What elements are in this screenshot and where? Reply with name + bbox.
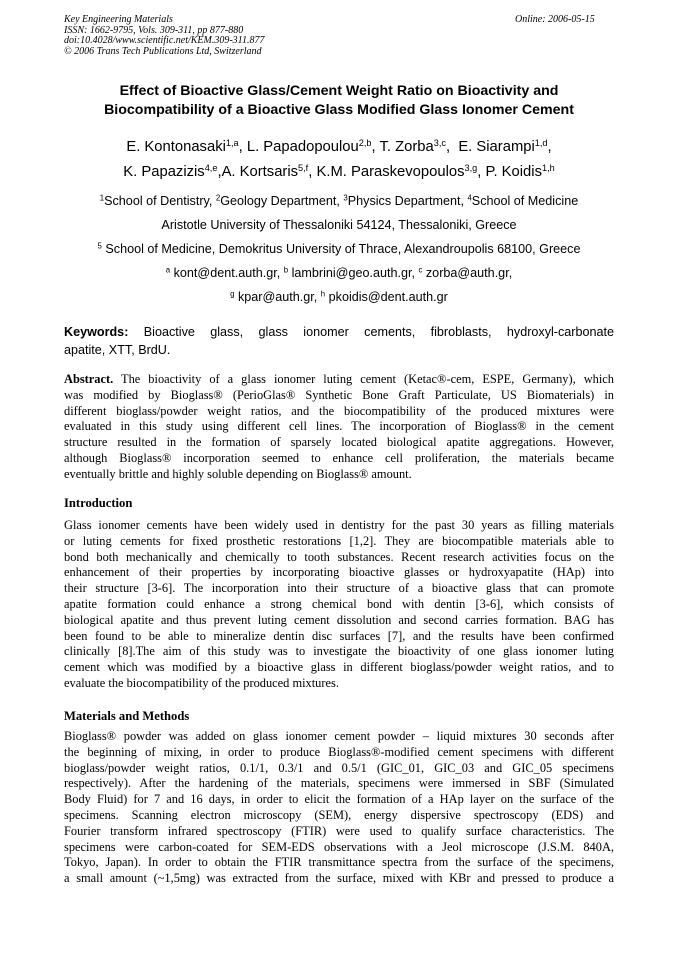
email-link[interactable]: lambrini@geo.auth.gr,: [288, 266, 419, 280]
abstract-line: Abstract. The bioactivity of a glass ionomer luting cement (Ketac®-cem, ESPE, Germany), which: [64, 372, 614, 386]
paragraph-line: specimens were carbon-coated for SEM-EDS observations with a Jeol microscope (J.S.M. 840A,: [64, 839, 614, 854]
issn-line: ISSN: 1662-9795, Vols. 309-311, pp 877-880: [64, 24, 244, 36]
author-name: K. Papazizis: [123, 164, 205, 180]
introduction-heading: Introduction: [64, 496, 133, 510]
abstract-line: different bioglass/powder weight ratios, and the biocompatibility of the produced mixtures were: [64, 403, 614, 418]
paragraph-line: enhancement of their properties by incorporating bioactive glasses or hydroxyapatite (HAp) into: [64, 565, 614, 580]
paragraph-line: specimens. Scanning electron microscopy (SEM), energy dispersive spectroscopy (EDS) and: [64, 807, 614, 822]
author-sup: 5,f: [298, 162, 309, 173]
title-line-1: Effect of Bioactive Glass/Cement Weight Ratio on Bioactivity and: [119, 83, 559, 99]
email-link[interactable]: pkoidis@dent.auth.gr: [325, 290, 448, 304]
email-link[interactable]: kpar@auth.gr,: [234, 290, 321, 304]
author-sup: 1,a: [225, 137, 239, 148]
paragraph-line: Tokyo, Japan). In order to obtain the FTIR transmittance spectra from the surface of the specimens,: [64, 855, 614, 870]
paragraph-line: a small amount (~1,5mg) was extracted from the surface, mixed with KBr and pressed to produce a: [64, 871, 614, 886]
publication-info: [64, 15, 264, 57]
abstract-section: [64, 372, 614, 483]
paragraph-line: Glass ionomer cements have been widely used in dentistry for the past 30 years as filling materials: [64, 518, 614, 532]
email-link[interactable]: zorba@auth.gr,: [422, 266, 513, 280]
author-sup: 2,b: [358, 137, 372, 148]
doi-line: doi:10.4028/www.scientific.net/KEM.309-311.877: [64, 35, 265, 47]
paragraph-line: Fourier transform infrared spectroscopy (FTIR) were used to qualify surface characteristics. The: [64, 823, 614, 838]
paragraph-line: bond both mechanically and chemically to tooth substances. Recent research activities focus on the: [64, 549, 614, 564]
paragraph-line: cement which was modified by a bioactive glass in different bioglass/powder weight ratios, and to: [64, 660, 614, 675]
abstract-line: evaluated in this study using different cell lines. The incorporation of Bioglass® in the cement: [64, 419, 614, 434]
affiliation-line-1: $^1$School of Dentistry, $^2$Geology Department, $^3$Physics Department, $^4$School of Medicine: [99, 193, 579, 208]
paragraph-line: been found to be able to mineralize dentin disc surfaces [7], and the results have been confirmed: [64, 628, 614, 643]
paragraph-line: Body Fluid) for 7 and 16 days, in order to elicit the formation of a HAp layer on the surface of the: [64, 792, 614, 807]
author-sup: 1,d: [534, 137, 548, 148]
author-line-2: K. Papazizis$^{4,e}$,A. Kortsaris$^{5,f}$, K.M. Paraskevopoulos$^{3,g}$, P. Koidis$^{1,h}$: [123, 162, 555, 180]
paragraph-line: the beginning of mixing, in order to produce Bioglass®-modified cement specimens with different: [64, 744, 614, 759]
author-sup: 1,h: [541, 162, 555, 173]
author-name: E. Siarampi: [458, 139, 535, 155]
author-sup: 3,c: [433, 137, 446, 148]
title-line-2: Biocompatibility of a Bioactive Glass Modified Glass Ionomer Cement: [104, 102, 574, 118]
materials-methods-section: [64, 729, 614, 887]
keywords-line: Keywords: Bioactive glass, glass ionomer cements, fibroblasts, hydroxyl-carbonate: [64, 325, 614, 339]
email-line-1: $^a$ kont@dent.auth.gr, $^b$ lambrini@geo.auth.gr, $^c$ zorba@auth.gr,: [165, 265, 513, 280]
journal-name: Key Engineering Materials: [64, 14, 173, 25]
email-link[interactable]: kont@dent.auth.gr,: [170, 266, 284, 280]
abstract-line: was modified by Bioglass® (PerioGlas® Synthetic Bone Graft Particulate, US Biomaterials) in: [64, 387, 614, 402]
abstract-line: structure resulted in the formation of sparsely located biological apatite aggregations. However,: [64, 435, 614, 450]
abstract-line: eventually brittle and highly soluble depending on Bioglass® amount.: [64, 466, 412, 481]
introduction-section: [64, 518, 614, 692]
author-name: E. Kontonasaki: [126, 139, 226, 155]
paragraph-line: their structure [3-6]. The incorporation into their structure of a bioactive glass that can promote: [64, 581, 614, 596]
paragraph-line: clinically [8].The aim of this study was to investigate the bioactivity of one glass ionomer luting: [64, 644, 614, 659]
email-line-2: $^g$ kpar@auth.gr, $^h$ pkoidis@dent.auth.gr: [230, 289, 448, 304]
author-name: K.M. Paraskevopoulos: [316, 164, 465, 180]
keywords-line: apatite, XTT, BrdU.: [64, 343, 171, 357]
author-name: A. Kortsaris: [221, 164, 299, 180]
online-date: Online: 2006-05-15: [515, 14, 595, 25]
paragraph-line: biological apatite and thus prevent luting cement dissolution and second carries formation. BAG has: [64, 612, 614, 627]
materials-methods-heading: Materials and Methods: [64, 709, 190, 723]
author-sup: 3,g: [464, 162, 478, 173]
paragraph-line: evaluate the biocompatibility of the produced mixtures.: [64, 675, 339, 690]
paragraph-line: respectively). After the hardening of the materials, specimens were immersed in SBF (Simulated: [64, 776, 614, 791]
keywords-label: Keywords:: [64, 325, 129, 339]
affiliation-line-3: $^5$ School of Medicine, Demokritus University of Thrace, Alexandroupolis 68100, Greece: [97, 241, 581, 256]
paragraph-line: or luting cements for fixed prosthetic restorations [1,2]. They are biocompatible materials able to: [64, 533, 614, 548]
paragraph-line: bioglass/powder weight ratios, 0.1/1, 0.3/1 and 0.5/1 (GIC_01, GIC_03 and GIC_05 specimens: [64, 760, 614, 775]
paper-title: [64, 82, 614, 120]
paragraph-line: apatite formation could enhance a strong chemical bond with dentin [3-6], which consists of: [64, 596, 614, 611]
author-list: [40, 135, 638, 185]
copyright-line: © 2006 Trans Tech Publications Ltd, Switzerland: [64, 45, 262, 57]
author-line-1: E. Kontonasaki$^{1,a}$, L. Papadopoulou$^{2,b}$, T. Zorba$^{3,c}$, E. Siarampi$^{1,d}$,: [126, 137, 552, 155]
affiliations: [40, 189, 638, 309]
abstract-label: Abstract.: [64, 372, 114, 386]
author-name: T. Zorba: [379, 139, 434, 155]
author-name: P. Koidis: [485, 164, 542, 180]
keywords-section: [64, 323, 614, 359]
author-name: L. Papadopoulou: [246, 139, 359, 155]
abstract-line: although Bioglass® incorporation seemed to enhance cell proliferation, the materials became: [64, 450, 614, 465]
author-sup: 4,e: [204, 162, 218, 173]
affiliation-line-2: Aristotle University of Thessaloniki 54124, Thessaloniki, Greece: [161, 218, 517, 232]
paragraph-line: Bioglass® powder was added on glass ionomer cement powder – liquid mixtures 30 seconds after: [64, 729, 614, 743]
